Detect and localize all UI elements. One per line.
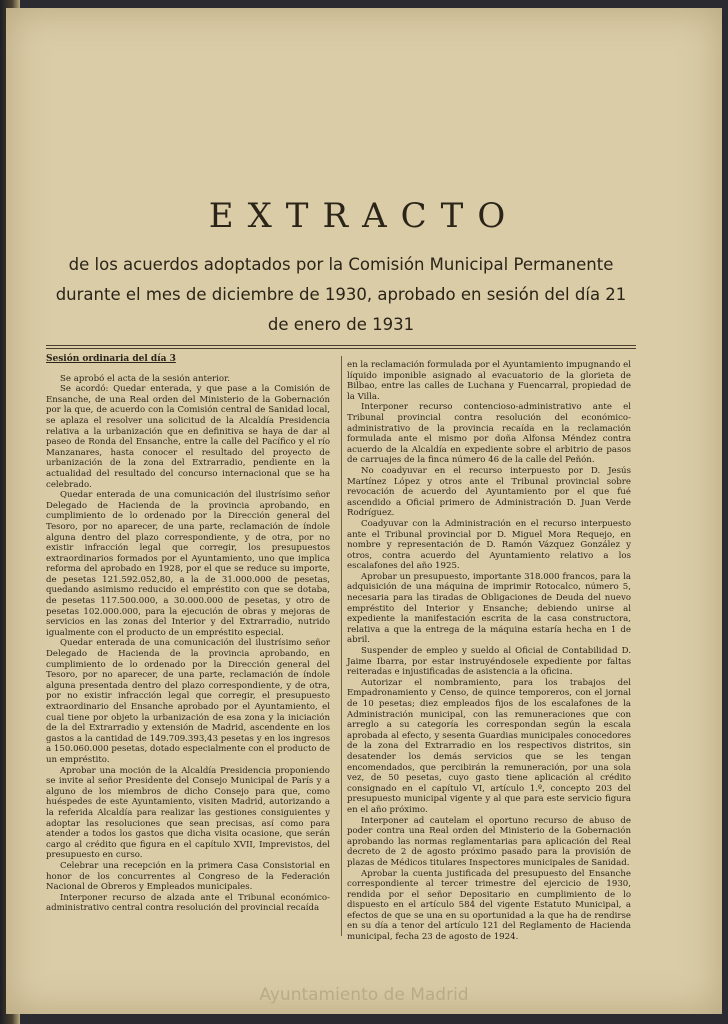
paragraph: Se acordó: Quedar enterada, y que pase a la Comisión de Ensanche, de una Real orden del Ministerio de la Gobernación por la que, de acuerdo con la Comisión central de Sanidad local, se aplaza el resolver una solicitud de la Alcaldía Presidencia relativa a la urbanización que en definitiva se haya de dar al paseo de Ronda del Ensanche, entre la calle del Pacífico y el río Manzanares, hasta conocer el resultado del proyecto de urbanización de la zona del Extrarradio, pendiente en la actualidad del resultado del concurso internacional que se ha celebrado. xyxy=(46,384,330,490)
paragraph: Celebrar una recepción en la primera Casa Consistorial en honor de los concurrentes al Congreso de la Federación Nacional de Obreros y Empleados municipales. xyxy=(46,860,330,893)
header-rule-double xyxy=(46,348,636,349)
paragraph: Aprobar la cuenta justificada del presupuesto del Ensanche correspondiente al tercer trimestre del ejercicio de 1930, rendida por el señor Depositario en cumplimiento de lo dispuesto en el artículo 584 del vigente Estatuto Municipal, a efectos de que se una en su oportunidad a la que ha de rendirse en su día a tenor del artículo 121 del Reglamento de Hacienda municipal, fecha 23 de agosto de 1924. xyxy=(347,868,631,943)
paragraph: Suspender de empleo y sueldo al Oficial de Contabilidad D. Jaime Ibarra, por estar instruyéndosele expediente por faltas reiteradas e injustificadas de asistencia a la oficina. xyxy=(347,646,631,678)
document-title: EXTRACTO xyxy=(208,196,520,236)
document-subtitle: de los acuerdos adoptados por la Comisión Municipal Permanente durante el mes de diciembre de 1930, aprobado en sesión del día 21 de enero de 1931 xyxy=(55,255,627,334)
paragraph: Interponer recurso de alzada ante el Tribunal económico-administrativo central contra resolución del provincial recaída xyxy=(46,892,330,914)
paragraph: Coadyuvar con la Administración en el recurso interpuesto ante el Tribunal provincial por D. Miguel Mora Requejo, en nombre y representación de D. Ramón Vázquez González y otros, contra acuerdo del Ayuntamiento relativo a los escalafones del año 1925. xyxy=(347,518,631,572)
session-heading: Sesión ordinaria del día 3 xyxy=(46,354,176,364)
paragraph: Interponer recurso contencioso-administrativo ante el Tribunal provincial contra resolución del económico-administrativo de la provincia recaída en la reclamación formulada ante el mismo por doña Alfonsa Méndez contra acuerdo de la Alcaldía en expediente sobre el arbitrio de pasos de carruajes de la finca número 46 de la calle del Peñón. xyxy=(347,402,631,466)
right-column xyxy=(347,360,631,943)
paragraph: No coadyuvar en el recurso interpuesto por D. Jesús Martínez López y otros ante el Tribunal provincial sobre revocación de acuerdo del Ayuntamiento por el que fué ascendido a Oficial primero de Administración D. Juan Verde Rodríguez. xyxy=(347,465,631,519)
paragraph: Aprobar una moción de la Alcaldía Presidencia proponiendo se invite al señor Presidente del Consejo Municipal de París y a alguno de los miembros de dicho Consejo para que, como huéspedes de este Ayuntamiento, visiten Madrid, autorizando a la referida Alcaldía para realizar las gestiones consiguientes y adoptar las resoluciones que sean precisas, así como para atender a todos los gastos que dicha visita ocasione, que serán cargo al crédito que figura en el capítulo XVII, Imprevistos, del presupuesto en curso. xyxy=(46,765,330,861)
paragraph: Quedar enterada de una comunicación del ilustrísimo señor Delegado de Hacienda de la provincia aprobando, en cumplimiento de lo ordenado por la Dirección general del Tesoro, por no aparecer, de una parte, reclamación de índole alguna presentada dentro del plazo correspondiente, y de otra, por no existir infracción legal que corregir, el presupuesto extraordinario del Ensanche aprobado por el Ayuntamiento, el cual tiene por objeto la urbanización de esa zona y la iniciación de la del Extrarradio y extensión de Madrid, ascendente en los gastos a la cantidad de 149.709.393,43 pesetas y en los ingresos a 150.060.000 pesetas, dotado especialmente con el producto de un empréstito. xyxy=(46,638,330,765)
left-column xyxy=(46,354,330,914)
paragraph: Se aprobó el acta de la sesión anterior. xyxy=(60,373,230,384)
archive-watermark: Ayuntamiento de Madrid xyxy=(259,985,469,1005)
column-divider xyxy=(341,356,342,936)
paragraph: Autorizar el nombramiento, para los trabajos del Empadronamiento y Censo, de quince temporeros, con el jornal de 10 pesetas; diez empleados fijos de los escalafones de la Administración municipal, con las remuneraciones que con arreglo a su categoría les correspondan según la escala aprobada al efecto, y sesenta Guardias municipales conocedores de la zona del Extrarradio en los respectivos distritos, sin desatender los demás servicios que se les tengan encomendados, que percibirán la remuneración, por una sola vez, de 50 pesetas, cuyo gasto tiene aplicación al crédito consignado en el capítulo VI, artículo 1.º, concepto 203 del presupuesto municipal vigente y al que para este servicio figura en el año próximo. xyxy=(347,677,631,815)
header-rule xyxy=(46,345,636,346)
paragraph: Interponer ad cautelam el oportuno recurso de abuso de poder contra una Real orden del Ministerio de la Gobernación aprobando las normas reglamentarias para aplicación del Real decreto de 2 de agosto próximo pasado para la provisión de plazas de Médicos titulares Inspectores municipales de Sanidad. xyxy=(347,815,631,868)
paragraph: en la reclamación formulada por el Ayuntamiento impugnando el líquido imponible asignado al evacuatorio de la glorieta de Bilbao, entre las calles de Luchana y Fuencarral, propiedad de la Villa. xyxy=(347,360,631,402)
paragraph: Aprobar un presupuesto, importante 318.000 francos, para la adquisición de una máquina de imprimir Rotocalco, número 5, necesaria para las tiradas de Obligaciones de Deuda del nuevo empréstito del Interior y Ensanche; debiendo unirse al expediente la manifestación escrita de la casa constructora, relativa a que la entrega de la máquina estaría hecha en 1 de abril. xyxy=(347,571,631,646)
paragraph: Quedar enterada de una comunicación del ilustrísimo señor Delegado de Hacienda de la provincia aprobando, en cumplimiento de lo ordenado por la Dirección general del Tesoro, por no aparecer, de una parte, reclamación de índole alguna dentro del plazo correspondiente, y de otra, por no existir infracción legal que corregir, los presupuestos extraordinarios formados por el Ayuntamiento, uno que implica reforma del aprobado en 1928, por el que se reduce su importe, de pesetas 121.592.052,80, a la de 31.000.000 de pesetas, quedando asimismo reducido el empréstito con que se dotaba, de pesetas 117.500.000, a 30.000.000 de pesetas, y otro de pesetas 102.000.000, para la ejecución de obras y mejoras de servicios en las zonas del Interior y del Extrarradio, nutrido igualmente con el producto de un empréstito especial. xyxy=(46,490,330,638)
